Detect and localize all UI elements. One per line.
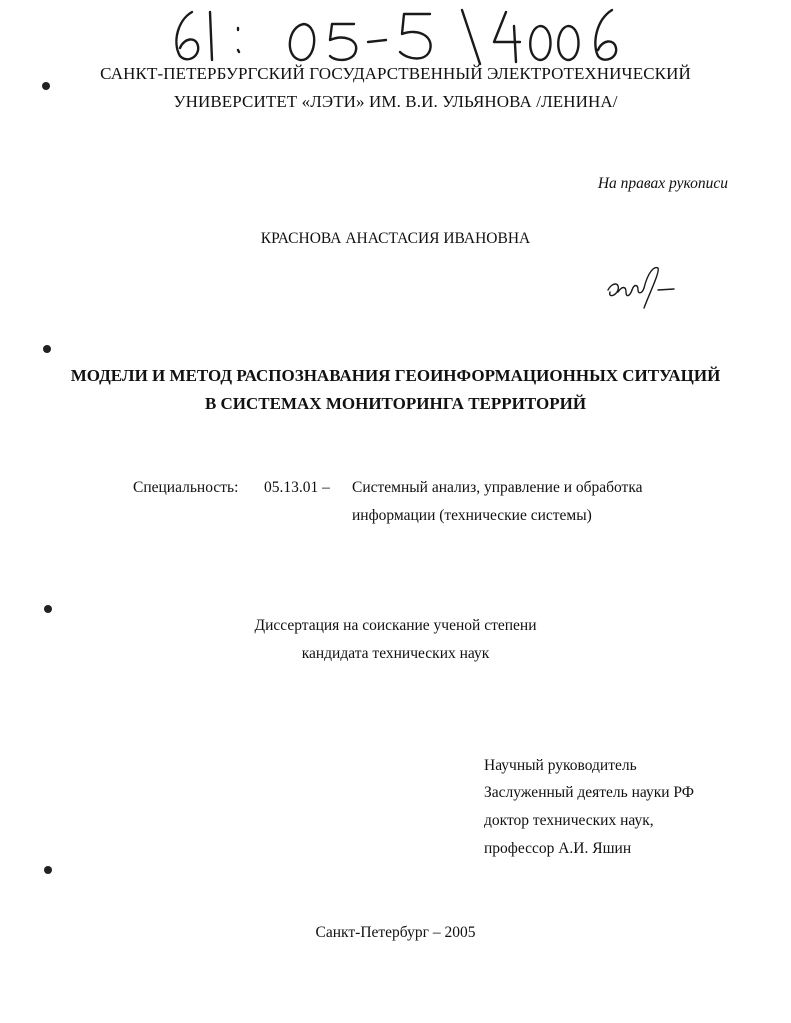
degree-line-1: Диссертация на соискание ученой степени: [254, 617, 537, 634]
city-year: Санкт-Петербург – 2005: [315, 924, 476, 941]
supervisor-role: Научный руководитель: [484, 757, 637, 774]
binder-hole-mark: [43, 345, 51, 353]
supervisor-name: профессор А.И. Яшин: [484, 840, 632, 857]
binder-hole-mark: [44, 866, 52, 874]
supervisor-degree: доктор технических наук,: [484, 812, 654, 829]
supervisor-honor: Заслуженный деятель науки РФ: [484, 784, 695, 801]
specialty-description-2: информации (технические системы): [352, 507, 592, 524]
specialty-label: Специальность:: [133, 479, 239, 496]
university-line-2: УНИВЕРСИТЕТ «ЛЭТИ» ИМ. В.И. УЛЬЯНОВА /ЛЕНИНА/: [173, 92, 618, 111]
handwritten-archive-number: [168, 6, 628, 68]
university-line-1: САНКТ-ПЕТЕРБУРГСКИЙ ГОСУДАРСТВЕННЫЙ ЭЛЕКТРОТЕХНИЧЕСКИЙ: [100, 64, 691, 83]
author-name: КРАСНОВА АНАСТАСИЯ ИВАНОВНА: [260, 230, 531, 247]
degree-line-2: кандидата технических наук: [301, 645, 490, 662]
specialty-description-1: Системный анализ, управление и обработка: [352, 479, 643, 496]
manuscript-note: На правах рукописи: [597, 175, 728, 192]
specialty-code: 05.13.01 –: [264, 479, 330, 496]
dissertation-title-line-2: В СИСТЕМАХ МОНИТОРИНГА ТЕРРИТОРИЙ: [204, 394, 587, 413]
dissertation-title-line-1: МОДЕЛИ И МЕТОД РАСПОЗНАВАНИЯ ГЕОИНФОРМАЦИОННЫХ СИТУАЦИЙ: [70, 366, 721, 385]
binder-hole-mark: [42, 82, 50, 90]
binder-hole-mark: [44, 605, 52, 613]
author-signature: [600, 262, 680, 312]
